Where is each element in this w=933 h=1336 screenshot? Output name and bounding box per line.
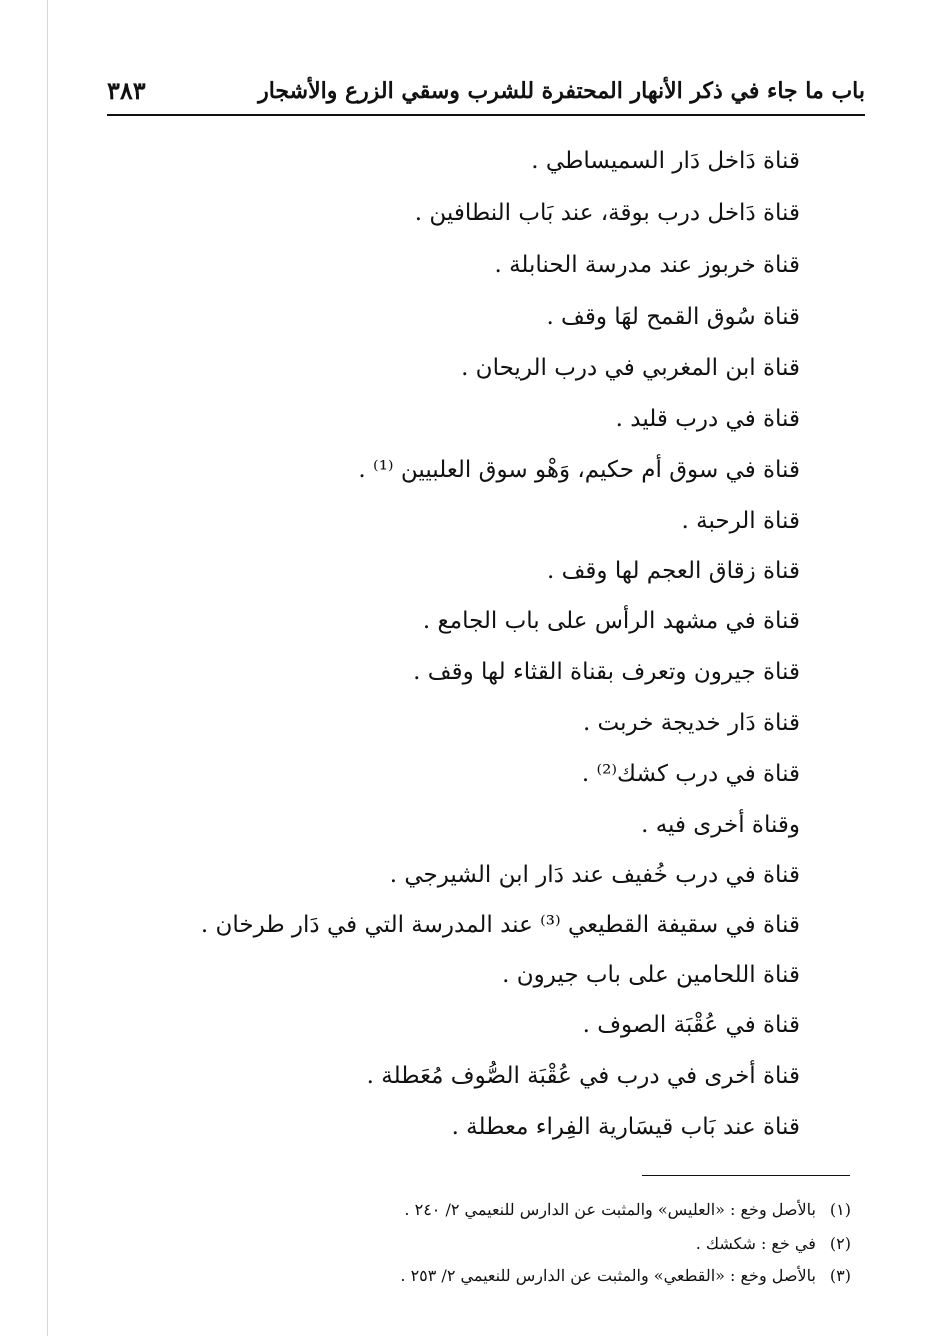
footnote-text: بالأصل وخع : «القطعي» والمثبت عن الدارس للنعيمي ٢/ ٢٥٣ . — [400, 1266, 816, 1285]
entry-line: قناة في عُقْبَة الصوف . — [582, 1012, 800, 1038]
page-number: ٣٨٣ — [107, 76, 146, 105]
entry-line: قناة في درب خُفيف عند دَار ابن الشيرجي . — [389, 862, 800, 888]
entry-line: قناة في درب قليد . — [615, 406, 800, 432]
entry-line: قناة في سوق أم حكيم، وَهْو سوق العلبيين ⁽¹⁾ . — [358, 457, 800, 483]
entry-line: قناة دَار خديجة خربت . — [582, 710, 800, 736]
entry-line: قناة سُوق القمح لهَا وقف . — [546, 304, 800, 330]
entry-line: قناة في درب كشك⁽²⁾ . — [581, 761, 800, 787]
footnote-rule — [642, 1175, 850, 1176]
footnote-text: في خع : شكشك . — [695, 1234, 816, 1253]
entry-line: قناة اللحامين على باب جيرون . — [502, 962, 800, 988]
footnote — [400, 1265, 851, 1287]
entry-line: قناة دَاخل درب بوقة، عند بَاب النطافين . — [414, 200, 800, 226]
footnote — [696, 1233, 851, 1255]
footnote-text: بالأصل وخع : «العليس» والمثبت عن الدارس للنعيمي ٢/ ٢٤٠ . — [404, 1200, 816, 1219]
entry-line: وقناة أخرى فيه . — [641, 812, 800, 838]
entry-line: قناة دَاخل دَار السميساطي . — [531, 148, 800, 174]
entry-line: قناة عند بَاب قيسَارية الفِراء معطلة . — [451, 1114, 800, 1140]
entry-line: قناة أخرى في درب في عُقْبَة الصُّوف مُعَطلة . — [366, 1063, 800, 1089]
entry-line: قناة خربوز عند مدرسة الحنابلة . — [494, 252, 800, 278]
chapter-title: باب ما جاء في ذكر الأنهار المحتفرة للشرب وسقي الزرع والأشجار — [258, 78, 865, 104]
entry-line: قناة جيرون وتعرف بقناة القثاء لها وقف . — [413, 659, 800, 685]
entry-line: قناة ابن المغربي في درب الريحان . — [461, 355, 800, 381]
entry-line: قناة في مشهد الرأس على باب الجامع . — [422, 608, 800, 634]
footnote — [404, 1199, 851, 1221]
footnote-number: (١) — [829, 1200, 851, 1219]
entry-line: قناة الرحبة . — [681, 508, 800, 534]
entry-line: قناة زقاق العجم لها وقف . — [547, 558, 800, 584]
footnote-number: (٢) — [829, 1234, 851, 1253]
footnote-number: (٣) — [829, 1266, 851, 1285]
entry-line: قناة في سقيفة القطيعي ⁽³⁾ عند المدرسة التي في دَار طرخان . — [200, 912, 800, 938]
